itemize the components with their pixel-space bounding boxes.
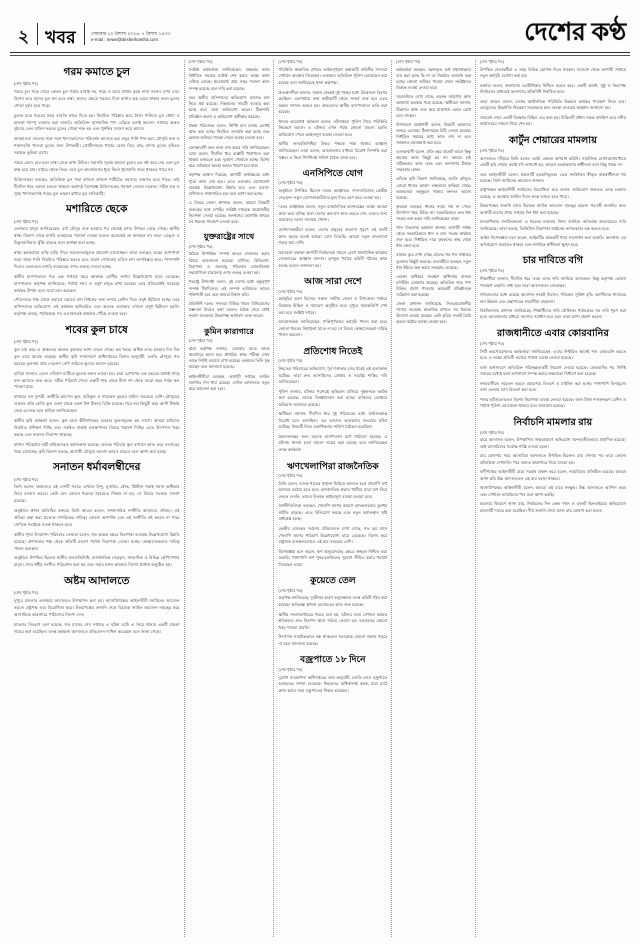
article-paragraph: মানবাধিকার সংগঠনগুলো এ ধরনের মামলার নিন্দা জানিয়ে অবিলম্বে প্রত্যাহারের দাবি জানিয়েছে। তারা বলছে, ডিজিটাল নিরাপত্তা আইনের অপব্যবহার বন্ধ করতে হবে। (479, 219, 626, 231)
article-paragraph: সংশ্লিষ্ট কর্মকর্তারা জানিয়েছেন, প্রকল্পের কাজ নির্ধারিত সময়ের মধ্যেই শেষ করার লক্ষ্যে কাজ এগিয়ে চলছে। ইতোমধ্যে প্রায় সত্তর শতাংশ কাজ সম্পন্ন হয়েছে বলে দাবি করা হয়েছে। (188, 66, 270, 91)
continued-from-label: (শেষ পৃষ্ঠার পর) (479, 60, 504, 65)
article-paragraph: গরমে রোদে বের হলে মাথা ঢেকে রাখা উচিত। সরাসরি সূর্যের আলো চুলের রঙ নষ্ট করে দেয় এবং চুল রুক্ষ হয়ে যায়। বাইরে থেকে ফিরে এসে চুল ভালোভাবে ধুয়ে নিলে ধুলাবালি জমে থাকতে পারে না। (14, 160, 180, 172)
article-paragraph: কর্তৃপক্ষ আশ্বাস দিয়েছে, আগামী অর্থবছরের মধ্যে পুরো কাজ শেষ হবে। এতে এলাকার যোগাযোগ ব্যবস্থায় উল্লেখযোগ্য উন্নতি হবে এবং ব্যবসা-বাণিজ্যও সম্প্রসারিত হবে বলে আশা করা হচ্ছে। (188, 172, 270, 197)
article-paragraph: সমাবেশে বক্তারা আগামী নির্বাচনকে সামনে রেখে সাংগঠনিক কার্যক্রম জোরদারের আহ্বান জানান। তৃণমূল পর্যায়ে কমিটি গঠনের কাজ চলছে বলেও জানানো হয়। (278, 249, 388, 268)
article-paragraph: খাদ্য বিভাগের কর্মকর্তা জানান, আগামী সপ্তাহ থেকে সরকারিভাবে ধান ও চাল সংগ্রহ কার্যক্রম শুরু হবে। নির্ধারিত দামে কৃষকদের কাছ থেকে ধান কেনা হবে। (396, 226, 471, 249)
article-headline[interactable]: প্রতিশোধ নিতেই (303, 345, 363, 356)
article-paragraph: দলের আহ্বায়ক বলেন, নতুন রাজনৈতিক বন্দোবস্তের লক্ষ্যে আমরা কাজ করে যাচ্ছি। যারা দেশের কল্যাণে কাজ করতে চান, তাদের জন্য আমাদের দরজা সবসময় খোলা। (278, 204, 388, 223)
article-paragraph: দাবিগুলোর মধ্যে রয়েছে আবাসন সংকট নিরসন, পরিবহন সুবিধা বৃদ্ধি, ক্যান্টিনের খাবারের মান উন্নয়ন এবং গ্রন্থাগারের সময়সীমা বাড়ানো। (479, 292, 626, 304)
continued-from-label: (শেষ পৃষ্ঠার পর) (479, 269, 504, 274)
article-headline[interactable]: যুক্তরাষ্ট্রের সাথে (203, 232, 255, 242)
article-paragraph: পরিস্থিতি স্বাভাবিক রাখতে আইনশৃঙ্খলা রক্ষাকারী বাহিনীর সদস্যরা সেখানে অবস্থান নিয়েছেন। এলাকায় অতিরিক্ত পুলিশ মোতায়েন করা হয়েছে বলে জানিয়েছে থানা কর্তৃপক্ষ। (278, 66, 388, 86)
article-paragraph: গরমে চুল পড়ে গেলে কেবল চুল পড়ার ব্যথাই নয়, গরম ও ঘামে মাথার ত্বকে নানা সমস্যা দেখা দেয়। বিশেষ করে যাদের চুল ঘন এবং লম্বা, তাদের ক্ষেত্রে গরমের দিনে মাথার ত্বক ঘেমে থাকার ফলে চুলের গোড়া দুর্বল হয়ে পড়ে। (14, 89, 180, 108)
article-paragraph: কর্মসূচির অংশ হিসেবে সকাল দশটায় জেলা ও উপজেলা পর্যায়ে বিক্ষোভ মিছিল ও সমাবেশ অনুষ্ঠিত হবে। দুপুরে স্মারকলিপি পেশ করা হবে সংশ্লিষ্ট দপ্তরে। (278, 296, 388, 315)
article-paragraph: প্রতিনিধি দলের সদস্যরা বিভিন্ন খাতে বিনিয়োগের সম্ভাবনা নিয়েও কথা বলেন। বৈঠক শেষে যৌথ সংবাদ সম্মেলনে উভয়পক্ষ আশাবাদ ব্যক্ত করেন। (188, 301, 270, 319)
article-paragraph: স্থানীয় সংবাদমাধ্যমের খবরে বলা হয়, ঘটনার সময় সেখানে কর্মরত শ্রমিকদের দ্রুত নিরাপদ স্থানে সরিয়ে নেওয়া হয়। হতাহতের কোনো খবর পাওয়া যায়নি। (278, 611, 388, 630)
continued-from-label: (শেষ পৃষ্ঠার পর) (479, 341, 504, 346)
continued-from-label: (শেষ পৃষ্ঠার পর) (278, 181, 303, 186)
article-paragraph: উভয়পক্ষের শুনানি শেষে বিচারক জামিন আবেদন নামঞ্জুর করেন। পরবর্তী শুনানির জন্য আগামী মাসের প্রথম সপ্তাহে দিন ধার্য করা হয়েছে। (479, 203, 626, 215)
article-paragraph: উপজেলা প্রকৌশলী বলেন, বিষয়টি আমাদের নজরে এসেছে। ঠিকাদারকে চিঠি দেওয়া হয়েছে। নির্ধারিত সময়ের মধ্যে কাজ শেষ না হলে জামানত বাজেয়াপ্ত করা হবে। (396, 122, 471, 145)
article-paragraph: সিটি করপোরেশনের কর্মকর্তারা জানিয়েছেন, এবার নির্ধারিত স্থানেই পশু কোরবানি করতে হবে। এ লক্ষ্যে প্রতিটি ওয়ার্ডে পর্যাপ্ত ব্যবস্থা নেওয়া হয়েছে। (479, 348, 626, 361)
article-paragraph: প্রকল্প পরিচালক বলেন, নির্দিষ্ট মান বজায় রেখেই কাজ করা হচ্ছে। নিয়মিত তদারকি করা হচ্ছে এবং কোনো অনিয়ম পাওয়া গেলে ব্যবস্থা নেওয়া হবে। (188, 122, 270, 141)
continued-from-label: (শেষ পৃষ্ঠার পর) (278, 588, 303, 593)
column-2 (184, 60, 274, 937)
article-paragraph: তবে স্থানীয় বাসিন্দাদের অভিযোগ, কাজের মান নিয়ে প্রশ্ন রয়েছে। নিম্নমানের সামগ্রী ব্যবহার করা হচ্ছে বলে তারা অভিযোগ করেন। ঠিকাদারি প্রতিষ্ঠান অবশ্য এ অভিযোগ অস্বীকার করেছে। (188, 94, 270, 119)
article-headline[interactable]: ঋণখেলাপিরা রাজনৈতিক (286, 460, 379, 471)
continued-from-label: (শেষ পৃষ্ঠার পর) (278, 289, 303, 294)
article-paragraph: রায়ে আদালত বলেন, উপস্থাপিত সাক্ষ্যপ্রমাণে অভিযোগ সন্দেহাতীতভাবে প্রমাণিত হয়েছে। তাই আসামিদের সর্বোচ্চ শাস্তি দেওয়া হলো। (479, 437, 626, 449)
column-4 (391, 60, 475, 937)
article-paragraph: আদালতে দাঁড়িয়ে তিনি বলেন, আমি কোনো অপরাধ করিনি। সামাজিক যোগাযোগমাধ্যমে একটি ছবি শেয়ার করাই যদি অপরাধ হয়, তাহলে মতপ্রকাশের স্বাধীনতা বলে কিছু থাকে না। (479, 155, 626, 168)
article-paragraph: সমাবেশ শেষে একটি বিক্ষোভ মিছিল বের করা হয়। মিছিলটি প্রধান সড়ক প্রদক্ষিণ করে দলীয় কার্যালয়ের সামনে গিয়ে শেষ হয়। (479, 114, 626, 127)
article-paragraph: উপস্থিত নেতাকর্মীরা এ সময় বিভিন্ন স্লোগান দিতে থাকেন। সমাবেশ থেকে আগামী সপ্তাহে নতুন কর্মসূচি ঘোষণা করা হয়। (479, 66, 626, 79)
article-headline[interactable]: কুয়েতে তেল (310, 575, 356, 586)
article-headline[interactable]: গরম কমাতে চুল (63, 67, 131, 79)
article-paragraph: স্থানীয়রা জানান, দীর্ঘদিন ধরে দুই পরিবারের মধ্যে জমিসংক্রান্ত বিরোধ চলে আসছিল। এর আগেও কয়েকবার সংঘর্ষের ঘটনা ঘটেছে। বিষয়টি নিয়ে একাধিকবার সালিশ বৈঠকও হয়েছিল। (278, 411, 388, 430)
continued-from-label: (শেষ পৃষ্ঠার পর) (14, 219, 38, 224)
article-paragraph: তারা আরও বলেন, দেশের অর্থনৈতিক পরিস্থিতি উন্নয়নে কার্যকর পদক্ষেপ নিতে হবে। দ্রব্যমূল্যের ঊর্ধ্বগতি নিয়ন্ত্রণে সরকারকে দ্রুত ব্যবস্থা নেওয়ার আহ্বান জানানো হয়। (479, 98, 626, 111)
article-paragraph: এলাকাবাসী দ্রুত কাজ শেষ করার দাবি জানিয়েছেন। তারা বলেন, দীর্ঘদিন ধরে রাস্তাটি খানাখন্দে ভরা থাকায় চলাচলে চরম দুর্ভোগ পোহাতে হচ্ছে। বিশেষ করে বর্ষাকালে অবস্থা আরও খারাপ হয়ে যায়। (188, 144, 270, 169)
article-paragraph: কর্তৃপক্ষ জানিয়েছে, দুর্ঘটনার কারণ অনুসন্ধানে তদন্ত কমিটি গঠন করা হয়েছে। ক্ষতিগ্রস্ত স্থাপনা মেরামতের কাজ শুরু হয়েছে। (278, 595, 388, 608)
article-paragraph: সরেজমিনে দেখা গেছে, অনেক জায়গায় কাজ অসমাপ্ত অবস্থায় পড়ে রয়েছে। স্থানীয়রা জানান, ঠিকাদার কাজ শুরু করে মাঝপথে ফেলে রেখে চলে গেছেন। (396, 95, 471, 118)
article-paragraph: এলাকাবাসী বলেন, প্রতি বছর বাজেট আসে কিন্তু কাজের কাজ কিছুই হয় না। আমরা চাই সঠিকভাবে কাজ হোক এবং জনগণের টাকার সদ্ব্যবহার হোক। (396, 150, 471, 173)
article-paragraph: আয়োজকরা জানিয়েছেন, শান্তিপূর্ণভাবে কর্মসূচি পালন করা হবে। কোনো ধরনের বিশৃঙ্খলা যাতে না হয় সে বিষয়ে স্বেচ্ছাসেবকরা দায়িত্ব পালন করবেন। (278, 319, 388, 338)
article-paragraph: অনুষ্ঠানে উপস্থিত ছিলেন দলের আহ্বায়ক, সদস্যসচিবসহ কেন্দ্রীয় নেতৃবৃন্দ। নতুন যোগদানকারীদের ফুল দিয়ে বরণ করে নেওয়া হয়। (278, 188, 388, 200)
masthead-rule (10, 52, 630, 53)
page-number: ২ (18, 27, 30, 46)
continued-from-label: (শেষ পৃষ্ঠার পর) (278, 359, 303, 364)
article-paragraph: বিশেষজ্ঞরা মনে করেন, ঋণ অনুমোদনের ক্ষেত্রে স্বচ্ছতা নিশ্চিত করা জরুরি। পাশাপাশি ঋণ পুনঃতফসিলের সুযোগ সীমিত করার পরামর্শ দিয়েছেন তারা। (278, 548, 388, 567)
article-paragraph: মামলার বিবরণে জানা যায়, নির্বাচনের দিন কেন্দ্র দখল ও ব্যালট ছিনতাইয়ের অভিযোগে মামলাটি দায়ের করা হয়েছিল। দীর্ঘ শুনানি শেষে আজ রায় ঘোষণা করা হলো। (479, 501, 626, 513)
article-paragraph: স্থানীয় হাসপাতালে গত এক সপ্তাহে জ্বরে আক্রান্ত রোগীর সংখ্যা উল্লেখযোগ্য হারে বেড়েছে। হাসপাতাল কর্তৃপক্ষ জানিয়েছে, পর্যাপ্ত শয্যা ও ওষুধ মজুত রাখা হয়েছে। তবে প্রতিরোধই সবচেয়ে কার্যকর উপায় বলে তারা মনে করছেন। (14, 273, 180, 293)
article-paragraph: দুর্যোগ ব্যবস্থাপনা অধিদপ্তরের তথ্য অনুযায়ী, চলতি মাসে বজ্রপাতে হতাহতের সংখ্যা বেড়েছে। নিহতদের অধিকাংশই কৃষক, যারা মাঠে কাজ করার সময় বজ্রপাতের শিকার হয়েছেন। (278, 674, 388, 693)
article-paragraph: চুলের যত্নে গরমের সময় বাড়তি নজর দিতে হয়। নিয়মিত পরিষ্কার করা, ঠাণ্ডা পানিতে চুল ধোয়া ও হালকা শ্যাম্পু ব্যবহার করা জরুরি। অতিরিক্ত রাসায়নিক পণ্য এড়িয়ে চলাই ভালো। সপ্তাহে অন্তত দুইবার তেল মালিশ করলে চুলের গোড়া শক্ত হয় এবং খুশকির সমস্যা কমে আসে। (14, 112, 180, 132)
article-paragraph: দুপুরে মামলার এজাহার আদালতে উপস্থাপন করা হয়। আসামিপক্ষের আইনজীবী জামিনের আবেদন করলে রাষ্ট্রপক্ষ তার বিরোধিতা করে। উভয়পক্ষের শুনানি শেষে বিচারক জামিন আবেদন নামঞ্জুর করে আসামিকে কারাগারে পাঠানোর নির্দেশ দেন। (14, 598, 180, 617)
article-paragraph: এলাকার মানুষ জানিয়েছেন, বর্ষা মৌসুম শুরু হওয়ার পর থেকেই মশার উপদ্রব বেড়ে গেছে। স্থানীয় স্বাস্থ্য বিভাগ থেকে মশারি ব্যবহারের পরামর্শ দেওয়া হলেও অনেকেই তা মানছেন না। ফলে ডেঙ্গু ও চিকুনগুনিয়ার ঝুঁকি বাড়ছে বলে আশঙ্কা করা হচ্ছে। (14, 226, 180, 246)
article-paragraph: আইনজীবীরা বলছেন, আগামী সপ্তাহে জামিন শুনানির দিন ধার্য রয়েছে। সেদিন আদালতে নতুন করে আবেদন করা হবে। (188, 373, 270, 392)
article-paragraph: কেন্দ্রীয় ব্যাংকের সর্বশেষ প্রতিবেদনে দেখা গেছে, গত ছয় মাসে খেলাপি ঋণের পরিমাণ উল্লেখযোগ্য হারে বেড়েছে। বিশেষ করে রাষ্ট্রায়ত্ত ব্যাংকগুলোতে এই হার সবচেয়ে বেশি। (278, 526, 388, 545)
article-headline[interactable]: বজ্রপাতে ১৮ দিনে (300, 654, 366, 665)
article-columns (0, 55, 640, 947)
masthead-divider-2 (84, 23, 85, 45)
article-paragraph: স্থানীয় জনপ্রতিনিধিরা উভয় পক্ষকে শান্ত থাকার আহ্বান জানিয়েছেন। তারা বলেন, আলোচনার মাধ্যমে বিরোধ নিষ্পত্তি করা সম্ভব। এ নিয়ে শিগগিরই সালিশ বৈঠক ডাকা হবে। (278, 141, 388, 160)
article-paragraph: কৃষকরা বলছেন, ধানের ন্যায্য দাম না পেলে উৎপাদন খরচ উঠবে না। সরকারিভাবে দ্রুত ধান সংগ্রহ শুরু করার দাবি জানিয়েছেন তারা। (396, 204, 471, 221)
article-paragraph: তার আইনজীবী বলেন, মামলাটি হয়রানিমূলক। এতে সংবিধানে স্বীকৃত বাকস্বাধীনতা খর্ব হয়েছে। তিনি জামিনের আবেদন জানান। (479, 171, 626, 183)
article-paragraph: এ বিষয়ে জেলা প্রশাসক বলেন, আমরা বিষয়টি গুরুত্বের সঙ্গে দেখছি। সংশ্লিষ্ট দপ্তরকে প্রয়োজনীয় নির্দেশনা দেওয়া হয়েছে। জনগণের ভোগান্তি লাঘবে সব ধরনের পদক্ষেপ নেওয়া হবে। (188, 200, 270, 225)
article-paragraph: পশুর হাটগুলোতেও বিশেষ নিরাপত্তা ব্যবস্থা নেওয়া হয়েছে। জাল টাকা শনাক্তকরণ মেশিন ও পর্যাপ্ত পুলিশ মোতায়েন থাকবে বলে জানানো হয়েছে। (479, 396, 626, 409)
newspaper-logo: দেশের কণ্ঠ (524, 19, 626, 46)
continued-from-label: (শেষ পৃষ্ঠার পর) (14, 340, 38, 345)
continued-from-label: (শেষ পৃষ্ঠার পর) (396, 60, 421, 65)
article-paragraph: মামলার বিবরণে বলা হয়েছে, গত মাসের শেষ সপ্তাহে এ ঘটনা ঘটে। এ নিয়ে থানায় একটি মামলা দায়ের করা হয়েছিল। তদন্ত কর্মকর্তা আদালতে প্রতিবেদন দাখিল করেছেন বলে জানা গেছে। (14, 621, 180, 634)
article-paragraph: তিনি বলেন, ব্যাংক খাতের শৃঙ্খলা ফিরিয়ে আনতে হলে খেলাপি ঋণ আদায়ে কঠোর হতে হবে। রাজনৈতিক প্রভাব খাটিয়ে যারা ঋণ নিয়ে ফেরত দেননি, তাদের বিরুদ্ধে আইনানুগ ব্যবস্থা নেওয়া হবে। (278, 480, 388, 499)
article-headline[interactable]: মশারিতে ছেকে (66, 204, 128, 216)
article-paragraph: যোগদানকারীরা বলেন, দেশের মানুষের প্রত্যাশা পূরণে এই দলটি কাজ করছে বলেই আমরা যোগ দিয়েছি। আমরা নতুন বাংলাদেশ গড়ার স্বপ্ন দেখি। (278, 226, 388, 246)
article-headline[interactable]: এনসিপিতে যোগ (302, 168, 363, 179)
column-1 (10, 60, 184, 937)
article-headline[interactable]: সনাতন ধর্মাবলম্বীদের (53, 462, 141, 474)
article-paragraph: বক্তারা বলেন, জনগণের ভোটাধিকার নিশ্চিত করতে হবে। একটি অবাধ, সুষ্ঠু ও নিরপেক্ষ নির্বাচনের মাধ্যমেই জনগণের প্রতিনিধি নির্বাচিত হবে। (479, 82, 626, 95)
continued-from-label: (শেষ পৃষ্ঠার পর) (14, 82, 38, 87)
continued-from-label: (শেষ পৃষ্ঠার পর) (14, 591, 38, 596)
article-paragraph: বৈঠকে দ্বিপাক্ষিক সম্পর্ক আরও জোরদার করার বিষয়ে আলোচনা হয়েছে। বাণিজ্য, বিনিয়োগ, নিরাপত্তা ও জলবায়ু পরিবর্তন মোকাবিলায় সহযোগিতা বাড়ানোর ওপর গুরুত্ব দেওয়া হয়। (188, 251, 270, 276)
article-paragraph: চাষিরা জানান, বেলে দোঁআশ মাটিতে কুলের ফলন ভালো হয়। চারা রোপণের এক বছরের মধ্যেই গাছে ফল আসতে শুরু করে। সঠিক পরিচর্যা পেলে একটি গাছ থেকে টানা দশ থেকে বারো বছর পর্যন্ত ফল পাওয়া যায়। (14, 370, 180, 390)
article-paragraph: শিক্ষার্থীরা জানান, দীর্ঘদিন ধরে তারা এসব দাবি জানিয়ে আসছেন। কিন্তু কর্তৃপক্ষ কোনো পদক্ষেপ নেয়নি। বাধ্য হয়ে তারা আন্দোলনে নেমেছেন। (479, 276, 626, 288)
article-paragraph: বিশ্ববিদ্যালয় প্রশাসন জানিয়েছে, শিক্ষার্থীদের দাবি যৌক্তিক। পর্যায়ক্রমে সব দাবি পূরণ করা হবে। আলোচনার মাধ্যমে সমস্যার সমাধান হবে বলে তারা আশা প্রকাশ করেন। (479, 307, 626, 320)
article-paragraph: এদিকে কৃষি বিভাগ জানিয়েছে, চলতি মৌসুমে বোরো ধানের আবাদ লক্ষ্যমাত্রা ছাড়িয়ে গেছে। আবহাওয়া অনুকূলে থাকায় ফলনও ভালো হয়েছে। (396, 177, 471, 200)
article-paragraph: থানার ভারপ্রাপ্ত কর্মকর্তা বলেন, ঘটনাস্থলে পুলিশ গিয়ে পরিস্থিতি নিয়ন্ত্রণে আনে। এ ঘটনায় এখন পর্যন্ত কোনো মামলা হয়নি। অভিযোগ পেলে আইনানুগ ব্যবস্থা নেওয়া হবে। (278, 118, 388, 137)
article-headline[interactable]: অষ্টম আদালতে (64, 576, 130, 588)
article-headline[interactable]: আজ সারা দেশে (304, 276, 362, 287)
continued-from-label: (শেষ পৃষ্ঠার পর) (188, 60, 213, 65)
article-paragraph: ভোক্তা অধিকার সংরক্ষণ অধিদপ্তর বাজার মনিটরিং জোরদার করেছে। অতিরিক্ত দামে পণ্য বিক্রির প্রমাণ পাওয়ায় কয়েকটি প্রতিষ্ঠানকে জরিমানা করা হয়েছে। (396, 274, 471, 298)
article-paragraph: বাজারে বল সুন্দরী, কাশ্মীরি আপেল কুল, বাউকুল ও নারকেল কুলের চাহিদা সবচেয়ে বেশি। মৌসুমের শুরুতে প্রতি কেজি কুল একশ থেকে একশ বিশ টাকায় বিক্রি হয়েছে। পরে দাম কিছুটা কমে আশি টাকায় নেমে এসেছে বলে চাষিরা জানিয়েছেন। (14, 394, 180, 414)
article-paragraph: স্বাস্থ্য কর্মকর্তারা বাড়ি বাড়ি গিয়ে সচেতনতামূলক প্রচারণা চালাচ্ছেন। তারা বলছেন, ঘরের আশপাশে জমে থাকা পানি নিয়মিত পরিষ্কার করতে হবে, কারণ সেখানেই এডিস মশা বংশবিস্তার করে। পাশাপাশি দিনের বেলাতেও মশারি ব্যবহারের ওপর গুরুত্ব দেওয়া হচ্ছে। (14, 250, 180, 269)
article-paragraph: অর্থনীতিবিদরা বলছেন, খেলাপি ঋণের কারণে ব্যাংকগুলোর মূলধন ঘাটতি বাড়ছে। এতে বিনিয়োগ কমছে এবং নতুন কর্মসংস্থান সৃষ্টি বাধাগ্রস্ত হচ্ছে। (278, 503, 388, 522)
article-paragraph: তিনি বলেন, আমাদের এই দেশটি সবার। এখানে হিন্দু, মুসলিম, বৌদ্ধ, খ্রিস্টান সবাই সমান অধিকার নিয়ে বসবাস করবে। কেউ যেন কোনো ধরনের বৈষম্যের শিকার না হয়, সে বিষয়ে সরকার সজাগ রয়েছে। (14, 484, 180, 504)
article-paragraph: প্রত্যক্ষদর্শীরা জানান, সকাল থেকেই দুই পক্ষের মধ্যে উত্তেজনা বিরাজ করছিল। একপর্যায়ে কথা কাটাকাটি থেকে সংঘর্ষ শুরু হয়। এতে অন্তত দশজন আহত হন। আহতদের স্থানীয় হাসপাতালে ভর্তি করা হয়েছে। (278, 89, 388, 115)
article-paragraph: পুলিশ জানায়, ঘটনার পরপরই অভিযান চালিয়ে দুইজনকে আটক করা হয়েছে। তাদের জিজ্ঞাসাবাদ করা হচ্ছে। বাকিদের গ্রেপ্তারে অভিযান অব্যাহত রয়েছে। (278, 388, 388, 407)
continued-from-label: (শেষ পৃষ্ঠার পর) (479, 148, 504, 153)
article-paragraph: আবহাওয়া বদলের সঙ্গে সঙ্গে খাদ্যাভ্যাসেও পরিবর্তন আনতে হয়। প্রচুর পানি পান করা, মৌসুমি ফল ও শাকসবজি খাওয়া চুলের জন্য উপকারী। প্রোটিনসমৃদ্ধ খাবার যেমন ডিম, মাছ, বাদাম চুলের বৃদ্ধিতে সহায়ক ভূমিকা রাখে। (14, 136, 180, 156)
article-paragraph: বাজার ঘুরে দেখা গেছে, চালের দাম গত সপ্তাহের তুলনায় কিছুটা কমেছে। ব্যবসায়ীরা বলছেন, নতুন ধান উঠতে শুরু করায় সরবরাহ বেড়েছে। (396, 253, 471, 270)
article-paragraph: বাদীপক্ষের আইনজীবী রায়ে সন্তোষ প্রকাশ করে বলেন, ন্যায়বিচার প্রতিষ্ঠিত হয়েছে। আমরা আশা করি উচ্চ আদালতেও এই রায় বহাল থাকবে। (479, 469, 626, 481)
article-paragraph: কর্মকর্তারা বলছেন, বরাদ্দকৃত অর্থ যথাযথভাবে ব্যয় করা হচ্ছে কি না তা নিয়মিত তদারকি করা হচ্ছে। কোনো অনিয়ম পাওয়া গেলে সংশ্লিষ্টদের বিরুদ্ধে ব্যবস্থা নেওয়া হবে। (396, 67, 471, 91)
article-paragraph: স্থানীয় পূজা উদযাপন পরিষদের নেতারা বলেন, গত কয়েক বছরে নিরাপত্তা ব্যবস্থায় উল্লেখযোগ্য উন্নতি হয়েছে। প্রশাসনের পক্ষ থেকে প্রতিটি মণ্ডপে পর্যাপ্ত নিরাপত্তা দেওয়া হচ্ছে। স্বেচ্ছাসেবকরাও দায়িত্ব পালন করছেন। (14, 531, 180, 551)
continued-from-label: (শেষ পৃষ্ঠার পর) (188, 338, 213, 343)
date-block (91, 30, 171, 46)
article-paragraph: আইন বিশেষজ্ঞরা মনে করেন, আইনটির কয়েকটি ধারা সংশোধন করা জরুরি। অন্যথায় এর অপপ্রয়োগ অব্যাহত থাকবে এবং নাগরিক স্বাধীনতা ক্ষুণ্ন হবে। (479, 235, 626, 247)
article-paragraph: উৎপাদন সাময়িকভাবে বন্ধ থাকলেও সরবরাহে কোনো প্রভাব পড়বে না বলে জানানো হয়েছে। (278, 634, 388, 646)
article-headline[interactable]: নির্বাচনি মামলার রায় (513, 416, 593, 428)
article-headline[interactable]: কার্টুন শেয়ারের মামলায় (508, 134, 597, 146)
article-paragraph: নগরবাসীকে সচেতন করতে প্রচারপত্র বিতরণ ও মাইকিং করা হচ্ছে। পাশাপাশি বিনামূল্যে বর্জ্য ফেলার ব্যাগ বিতরণ করা হবে। (479, 380, 626, 393)
article-paragraph: রায় ঘোষণার সময় আসামিরা আদালতে উপস্থিত ছিলেন। রায় শোনার পর তারা কোনো প্রতিক্রিয়া দেখাননি। পরে তাদের কারাগারে নিয়ে যাওয়া হয়। (479, 453, 626, 465)
article-paragraph: কুল চাষ করে এ অঞ্চলের অনেক কৃষকের ভাগ্য বদলে গেছে। কম খরচে অধিক লাভ হওয়ায় দিন দিন কুল চাষে আগ্রহ বাড়ছে। স্থানীয় কৃষি সম্প্রসারণ অধিদপ্তরের হিসাব অনুযায়ী, চলতি মৌসুমে গত বছরের তুলনায় প্রায় দেড়গুণ বেশি জমিতে কুলের আবাদ হয়েছে। (14, 347, 180, 366)
article-paragraph: নিহতের পরিবারের অভিযোগ, পূর্ব শত্রুতার জের ধরেই এই হত্যাকাণ্ড ঘটেছে। তারা দ্রুত আসামিদের গ্রেপ্তার ও সর্বোচ্চ শাস্তির দাবি জানিয়েছেন। (278, 365, 388, 385)
article-paragraph: স্থানীয় কৃষি কর্মকর্তা বলেন, কুল চাষে কীটনাশকের ব্যবহার তুলনামূলক কম লাগে। আমরা চাষিদের নিয়মিত প্রশিক্ষণ দিচ্ছি এবং সমন্বিত বালাই ব্যবস্থাপনার বিষয়ে পরামর্শ দিচ্ছি। এতে উৎপাদন খরচ কমছে এবং ফলনও নিরাপদ থাকছে। (14, 418, 180, 437)
article-headline[interactable]: শবের কুল চাষে (65, 325, 128, 337)
article-paragraph: বাগান পরিচর্যায় নারী শ্রমিকদেরও কর্মসংস্থান হয়েছে। অনেক পরিবার কুল বাগানে কাজ করে সংসারের খরচ চালাচ্ছে। কৃষি বিভাগ বলছে, আগামী মৌসুমে আবাদ আরও বাড়বে বলে আশা করা হচ্ছে। (14, 441, 180, 454)
article-paragraph: আসামিপক্ষের আইনজীবী বলেন, আমরা এই রায়ে সংক্ষুব্ধ। উচ্চ আদালতে আপিল করব এবং সেখানে ন্যায়বিচার পাব বলে আশা করছি। (479, 485, 626, 497)
article-headline[interactable]: রাজধানীতে এবার কোরবানির (497, 327, 609, 339)
column-3 (273, 60, 391, 937)
article-paragraph: অনুষ্ঠানে প্রধান অতিথির বক্তব্যে তিনি আরও বলেন, সাম্প্রদায়িক সম্প্রীতি আমাদের ঐতিহ্য। এই ঐতিহ্য রক্ষা করা প্রত্যেক নাগরিকের দায়িত্ব। কোনো অপশক্তি যেন এই সম্প্রীতি নষ্ট করতে না পারে সেদিকে সবাইকে সতর্ক থাকতে হবে। (14, 508, 180, 527)
continued-from-label: (শেষ পৃষ্ঠার পর) (188, 244, 213, 249)
article-paragraph: জেলা প্রশাসন জানিয়েছে, নিত্যপ্রয়োজনীয় পণ্যের সরবরাহ স্বাভাবিক রাখতে সব ধরনের উদ্যোগ নেওয়া হয়েছে। কেউ কৃত্রিম সংকট তৈরি করলে কঠোর ব্যবস্থা নেওয়া হবে। (396, 302, 471, 325)
masthead-divider-1 (37, 23, 38, 45)
article-paragraph: কারা কর্তৃপক্ষ জানায়, রোববার রাতে তাকে কারাগারে আনা হয়। প্রাথমিক স্বাস্থ্য পরীক্ষা শেষে তাকে নির্দিষ্ট ওয়ার্ডে রাখা হয়েছে। বর্তমানে তিনি সুস্থ আছেন বলে জানানো হয়েছে। (188, 345, 270, 370)
article-paragraph: অনুষ্ঠানে উপস্থিত ছিলেন স্থানীয় জনপ্রতিনিধি, রাজনৈতিক নেতৃবৃন্দ, সাংবাদিক ও বিভিন্ন শ্রেণিপেশার মানুষ। শেষে ধর্মীয় সংগীত পরিবেশন করা হয় এবং সবার মঙ্গল কামনায় বিশেষ প্রার্থনা অনুষ্ঠিত হয়। (14, 555, 180, 568)
column-5 (475, 60, 630, 937)
publication-date: সোমবার ২০ বৈশাখ ২০২৬, ৭ বৈশাখ ১৪৩৩ (90, 31, 171, 37)
article-paragraph: ময়নাতদন্তের জন্য মরদেহ হাসপাতাল মর্গে পাঠানো হয়েছে। এ ঘটনায় থানায় হত্যা মামলা দায়ের করা হয়েছে বলে জানিয়েছেন তদন্ত কর্মকর্তা। (278, 433, 388, 452)
continued-from-label: (শেষ পৃষ্ঠার পর) (278, 60, 303, 65)
article-paragraph: রাষ্ট্রপক্ষের আইনজীবী জামিনের বিরোধিতা করে বলেন, অভিযোগ গুরুতর। তদন্ত চলমান রয়েছে, এ অবস্থায় জামিন দিলে তদন্ত ব্যাহত হতে পারে। (479, 187, 626, 199)
article-headline[interactable]: কুমিন কারাগারে (204, 326, 254, 336)
contact-email[interactable]: e-mail : news@desherkantha.com (90, 37, 158, 43)
continued-from-label: (শেষ পৃষ্ঠার পর) (479, 430, 504, 435)
continued-from-label: (শেষ পৃষ্ঠার পর) (14, 477, 38, 482)
article-paragraph: বর্জ্য অপসারণে অতিরিক্ত পরিচ্ছন্নতাকর্মী নিয়োগ দেওয়া হয়েছে। কোরবানির পর নির্দিষ্ট সময়ের মধ্যেই বর্জ্য অপসারণ সম্পন্ন করার লক্ষ্যমাত্রা নির্ধারণ করা হয়েছে। (479, 364, 626, 377)
article-headline[interactable]: চার দাবিতে বগি (522, 255, 584, 267)
masthead (0, 0, 640, 50)
article-paragraph: পররাষ্ট্র উপদেষ্টা বলেন, দুই দেশের মধ্যে বন্ধুত্বপূর্ণ সম্পর্ক দীর্ঘদিনের। এই সম্পর্ক ভবিষ্যতে আরও শক্তিশালী হবে বলে আমরা বিশ্বাস করি। (188, 279, 270, 297)
continued-from-label: (শেষ পৃষ্ঠার পর) (278, 473, 303, 478)
section-title: খবর (45, 28, 76, 47)
continued-from-label: (শেষ পৃষ্ঠার পর) (278, 667, 303, 672)
article-paragraph: পৌরসভার পক্ষ থেকে ওয়ার্ডে ওয়ার্ডে মশা নিধনের জন্য ফগার মেশিন দিয়ে ওষুধ ছিটানো হচ্ছে। তবে বাসিন্দাদের অভিযোগ, এই কার্যক্রম অনিয়মিত এবং অনেক এলাকায় এখনো ওষুধ ছিটানো হয়নি। কর্তৃপক্ষ বলছে, পর্যায়ক্রমে সব এলাকাতেই কার্যক্রম পৌঁছে দেওয়া হবে। (14, 297, 180, 317)
article-paragraph: চিকিৎসকরা বলছেন, অতিরিক্ত চুল পড়া কখনো কখনো শারীরিক সমস্যার লক্ষণও হতে পারে। তাই দীর্ঘদিন ধরে সমস্যা চলতে থাকলে অবশ্যই বিশেষজ্ঞ চিকিৎসকের পরামর্শ নেওয়া দরকার। সঠিক যত্ন ও সুষম খাদ্যাভ্যাসই গরমে চুল ভালো রাখার মূল চাবিকাঠি। (14, 176, 180, 196)
